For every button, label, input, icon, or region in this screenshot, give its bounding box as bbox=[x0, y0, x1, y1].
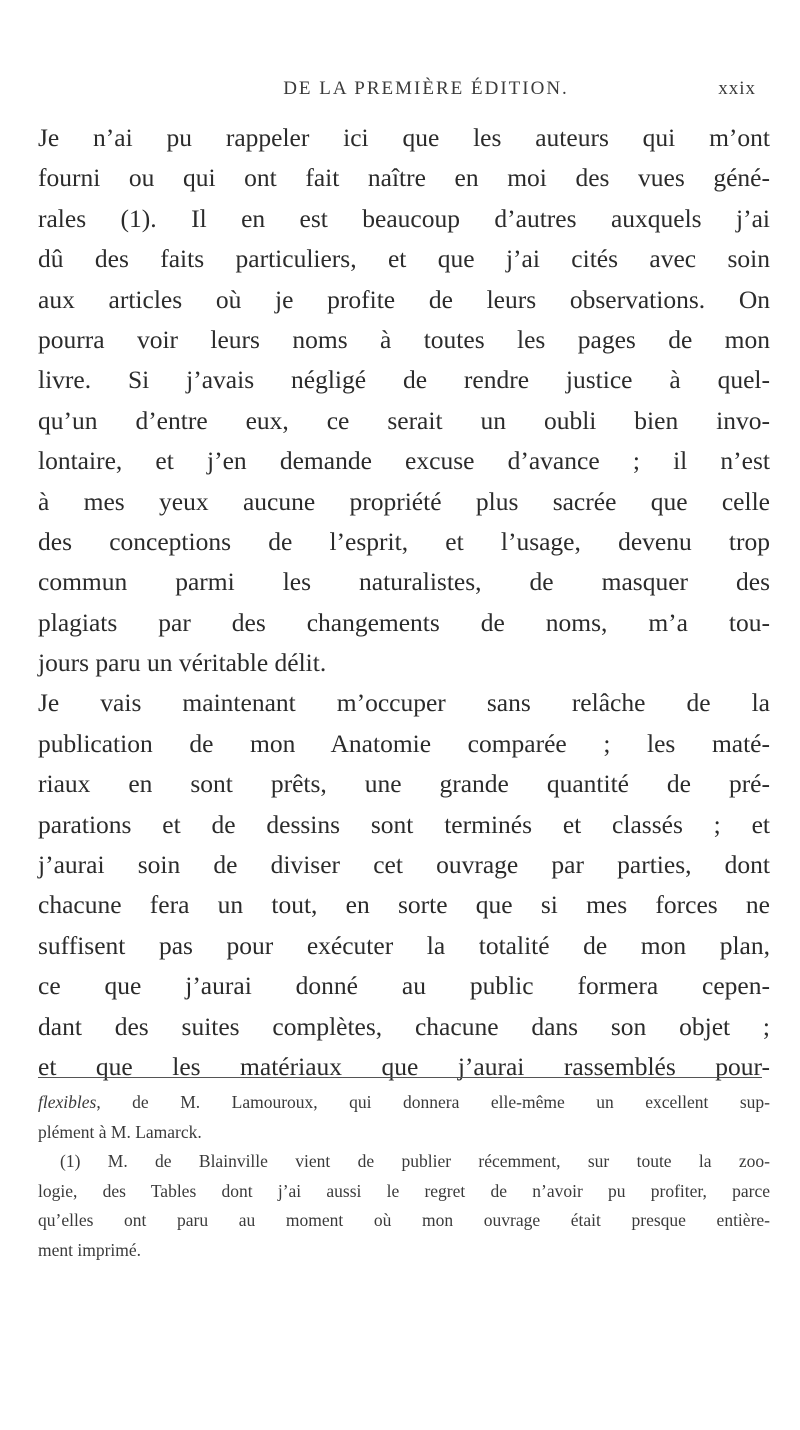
text-line: et que les matériaux que j’aurai rassemblés pour- bbox=[38, 1051, 770, 1081]
text-line: pourra voir leurs noms à toutes les pages de mon bbox=[38, 324, 770, 354]
footnote-text: , de M. Lamouroux, qui donnera elle-même un excellent sup- bbox=[96, 1092, 770, 1112]
text-line: jours paru un véritable délit. bbox=[38, 648, 327, 678]
footnote-italic-term: flexibles bbox=[38, 1092, 97, 1112]
text-line: publication de mon Anatomie comparée ; les maté- bbox=[38, 728, 770, 758]
text-line: fourni ou qui ont fait naître en moi des vues géné- bbox=[38, 163, 770, 193]
text-line: rales (1). Il en est beaucoup d’autres auxquels j’ai bbox=[38, 203, 770, 233]
text-line: livre. Si j’avais négligé de rendre justice à quel- bbox=[38, 365, 770, 395]
text-line: Je vais maintenant m’occuper sans relâche de la bbox=[38, 688, 770, 718]
text-line: des conceptions de l’esprit, et l’usage, devenu trop bbox=[38, 526, 770, 556]
footnote-line: logie, des Tables dont j’ai aussi le regret de n’avoir pu profiter, parce bbox=[38, 1180, 770, 1201]
footnote-line: (1) M. de Blainville vient de publier récemment, sur toute la zoo- bbox=[60, 1151, 770, 1171]
text-line: plagiats par des changements de noms, m’a tou- bbox=[38, 607, 770, 637]
text-line: ce que j’aurai donné au public formera cepen- bbox=[38, 971, 770, 1001]
text-line: suffisent pas pour exécuter la totalité de mon plan, bbox=[38, 930, 770, 960]
text-line: commun parmi les naturalistes, de masquer des bbox=[38, 567, 770, 597]
text-line: dû des faits particuliers, et que j’ai cités avec soin bbox=[38, 244, 770, 274]
footnote-line: qu’elles ont paru au moment où mon ouvrage était presque entière- bbox=[38, 1210, 770, 1230]
text-line: lontaire, et j’en demande excuse d’avance ; il n’est bbox=[38, 446, 770, 476]
text-line: Je n’ai pu rappeler ici que les auteurs qui m’ont bbox=[38, 123, 770, 152]
main-text bbox=[38, 118, 770, 1087]
text-line: aux articles où je profite de leurs observations. On bbox=[38, 284, 770, 314]
page-number: xxix bbox=[718, 78, 756, 99]
footnote-line bbox=[38, 1088, 770, 1118]
footnote-divider bbox=[38, 1077, 762, 1078]
running-title: DE LA PREMIÈRE ÉDITION. bbox=[283, 78, 569, 99]
page-header bbox=[96, 78, 756, 108]
text-line: à mes yeux aucune propriété plus sacrée que celle bbox=[38, 486, 770, 516]
text-line: chacune fera un tout, en sorte que si mes forces ne bbox=[38, 890, 770, 920]
text-line: parations et de dessins sont terminés et classés ; et bbox=[38, 809, 770, 839]
footnote-line: plément à M. Lamarck. bbox=[38, 1121, 202, 1142]
text-line: riaux en sont prêts, une grande quantité de pré- bbox=[38, 769, 770, 799]
footnotes bbox=[38, 1088, 770, 1265]
text-line: qu’un d’entre eux, ce serait un oubli bien invo- bbox=[38, 405, 770, 435]
footnote-line: ment imprimé. bbox=[38, 1239, 142, 1260]
text-line: j’aurai soin de diviser cet ouvrage par parties, dont bbox=[38, 850, 770, 880]
text-line: dant des suites complètes, chacune dans son objet ; bbox=[38, 1011, 770, 1041]
